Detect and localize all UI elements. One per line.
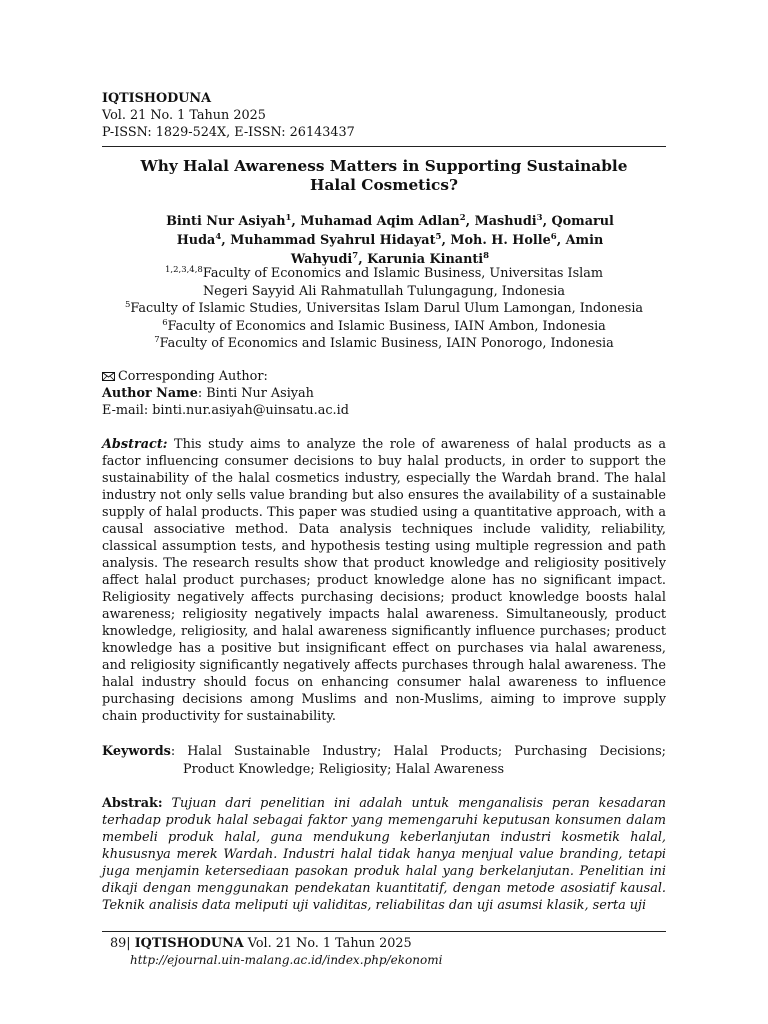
author: Mashudi$^3$, <box>474 213 552 229</box>
author: Amin Wahyudi$^7$, <box>290 233 604 267</box>
author: Binti Nur Asiyah$^1$, <box>166 213 301 229</box>
corresponding-label: Corresponding Author: <box>118 369 268 384</box>
affiliation: $^6$Faculty of Economics and Islamic Business, IAIN Ambon, Indonesia <box>162 317 606 334</box>
affiliation: $^7$Faculty of Economics and Islamic Business, IAIN Ponorogo, Indonesia <box>154 335 614 351</box>
author: Qomarul Huda$^4$, <box>176 214 614 248</box>
abstract-label: Abstract: <box>102 437 168 452</box>
affiliation-list <box>102 265 666 353</box>
page-footer <box>110 935 442 969</box>
abstrak-text: Tujuan dari penelitian ini adalah untuk menganalisis peran kesadaran terhadap produk halal sebagai faktor yang memengaruhi keputusan konsumen dalam membeli produk halal, guna mendukung keberlanjutan industri kosmetik halal, khususnya merek Wardah. Industri halal tidak hanya menjual value branding, tetapi juga menjamin ketersediaan pasokan produk halal yang berkelanjutan. Penelitian ini dikaji dengan menggunakan pendekatan kuantitatif, dengan metode asosiatif kausal. Teknik analisis data meliputi uji validitas, reliabilitas dan uji asumsi klasik, serta uji <box>102 796 666 913</box>
header-divider <box>102 146 666 147</box>
author: Muhammad Syahrul Hidayat$^5$, <box>230 232 451 248</box>
author: Moh. H. Holle$^6$, <box>450 232 566 248</box>
author-email[interactable]: E-mail: binti.nur.asiyah@uinsatu.ac.id <box>102 403 349 418</box>
keywords-line-2: Product Knowledge; Religiosity; Halal Awareness <box>183 761 505 777</box>
affiliation: $^{1,2,3,4,8}$Faculty of Economics and Islamic Business, Universitas Islam Negeri Sayyid Ali Rahmatullah Tulungagung, Indonesia <box>164 265 604 299</box>
journal-volume: Vol. 21 No. 1 Tahun 2025 <box>102 108 266 123</box>
footer-divider <box>102 931 666 932</box>
journal-url-link[interactable]: http://ejournal.uin-malang.ac.id/index.php/ekonomi <box>130 953 443 967</box>
page-number: 89| <box>110 936 131 951</box>
abstract-text: This study aims to analyze the role of awareness of halal products as a factor influencing consumer decisions to buy halal products, in order to support the sustainability of the halal cosmetics industry, especially the Wardah brand. The halal industry not only sells value branding but also ensures the availability of a sustainable supply of halal products. This paper was studied using a quantitative approach, with a causal associative method. Data analysis techniques include validity, reliability, classical assumption tests, and hypothesis testing using multiple regression and path analysis. The research results show that product knowledge and religiosity positively affect halal product purchases; product knowledge alone has no significant impact. Religiosity negatively affects purchasing decisions; product knowledge boosts halal awareness; religiosity negatively impacts halal awareness. Simultaneously, product knowledge, religiosity, and halal awareness significantly influence purchases; product knowledge has a positive but insignificant effect on purchases via halal awareness, and religiosity significantly negatively affects purchases through halal awareness. The halal industry should focus on enhancing consumer halal awareness to influence purchasing decisions among Muslims and non-Muslims, aiming to improve supply chain productivity for sustainability. <box>102 437 666 724</box>
author-name-value: : Binti Nur Asiyah <box>197 386 314 401</box>
keywords <box>102 743 666 778</box>
journal-issn: P-ISSN: 1829-524X, E-ISSN: 26143437 <box>102 125 355 140</box>
envelope-icon <box>102 372 115 381</box>
keywords-line-1: : Halal Sustainable Industry; Halal Products; Purchasing Decisions; <box>170 744 666 759</box>
abstrak <box>102 795 666 914</box>
author-name-label: Author Name <box>102 386 198 401</box>
abstrak-label: Abstrak: <box>102 796 163 811</box>
affiliation: $^5$Faculty of Islamic Studies, Universitas Islam Darul Ulum Lamongan, Indonesia <box>124 300 644 316</box>
keywords-label: Keywords <box>102 744 171 759</box>
journal-header <box>102 90 355 141</box>
author: Karunia Kinanti$^8$ <box>367 251 490 267</box>
abstract <box>102 436 666 725</box>
footer-volume: Vol. 21 No. 1 Tahun 2025 <box>243 936 412 951</box>
footer-journal: IQTISHODUNA <box>134 936 244 951</box>
paper-title: Why Halal Awareness Matters in Supporting Sustainable Halal Cosmetics? <box>140 157 628 194</box>
author-list <box>160 212 620 269</box>
author: Muhamad Aqim Adlan$^2$, <box>300 213 475 229</box>
corresponding-author <box>102 368 349 419</box>
journal-name: IQTISHODUNA <box>102 91 212 106</box>
